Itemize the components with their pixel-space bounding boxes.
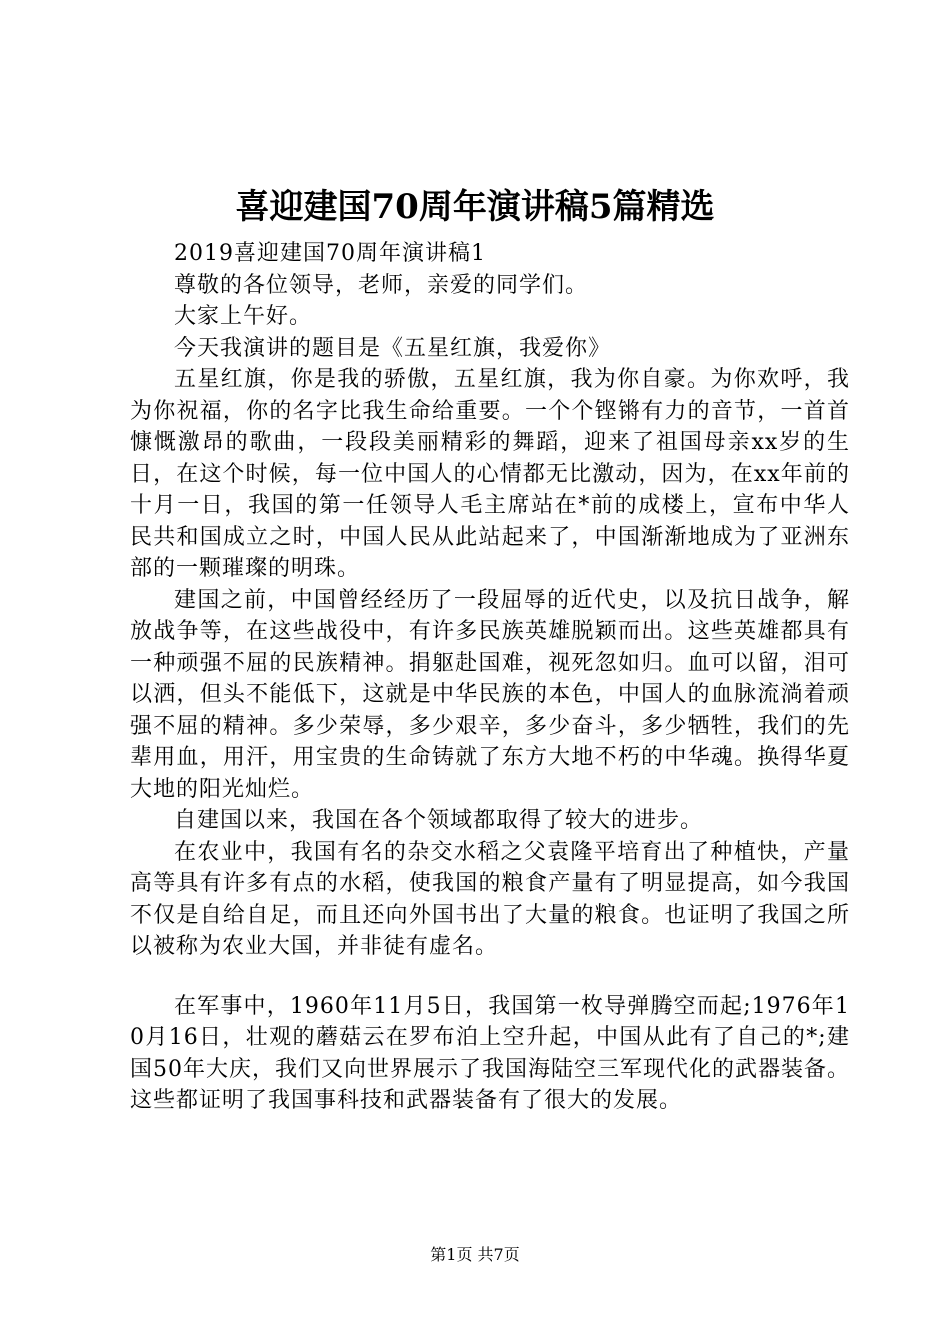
paragraph-salutation: 大家上午好。: [174, 304, 313, 329]
paragraph-heading: 2019喜迎建国70周年演讲稿1: [174, 241, 486, 266]
document-body: [130, 238, 850, 1117]
paragraph-progress: 自建国以来，我国在各个领域都取得了较大的进步。: [174, 808, 704, 833]
paragraph-greeting: 尊敬的各位领导，老师，亲爱的同学们。: [174, 272, 589, 298]
paragraph-flag: 五星红旗，你是我的骄傲，五星红旗，我为你自豪。为你欢呼，我为你祝福，你的名字比我生命给重要。一个个铿锵有力的音节，一首首慷慨激昂的歌曲，一段段美丽精彩的舞蹈，迎来了祖国母亲xx岁的生日，在这个时候，每一位中国人的心情都无比激动，因为，在xx年前的十月一日，我国的第一任领导人毛主席站在*前的成楼上，宣布中华人民共和国成立之时，中国人民从此站起来了，中国渐渐地成为了亚洲东部的一颗璀璨的明珠。: [130, 367, 850, 581]
paragraph-agriculture: 在农业中，我国有名的杂交水稻之父袁隆平培育出了种植快，产量高等具有许多有点的水稻，使我国的粮食产量有了明显提高，如今我国不仅是自给自足，而且还向外国书出了大量的粮食。也证明了我国之所以被称为农业大国，并非徒有虚名。: [130, 839, 850, 959]
paragraph-history: 建国之前，中国曾经经历了一段屈辱的近代史，以及抗日战争，解放战争等，在这些战役中，有许多民族英雄脱颖而出。这些英雄都具有一种顽强不屈的民族精神。捐躯赴国难，视死忽如归。血可以留，泪可以洒，但头不能低下，这就是中华民族的本色，中国人的血脉流淌着顽强不屈的精神。多少荣辱，多少艰辛，多少奋斗，多少牺牲，我们的先辈用血，用汗，用宝贵的生命铸就了东方大地不朽的中华魂。换得华夏大地的阳光灿烂。: [130, 587, 850, 802]
paragraph-military: 在军事中，1960年11月5日，我国第一枚导弹腾空而起;1976年10月16日，壮观的蘑菇云在罗布泊上空升起，中国从此有了自己的*;建国50年大庆，我们又向世界展示了我国海陆空三军现代化的武器装备。这些都证明了我国事科技和武器装备有了很大的发展。: [130, 993, 850, 1113]
document-title: 喜迎建国70周年演讲稿5篇精选: [235, 187, 715, 227]
page-indicator: 第1页 共7页: [430, 1245, 520, 1264]
paragraph-topic: 今天我演讲的题目是《五星红旗，我爱你》: [174, 335, 612, 361]
